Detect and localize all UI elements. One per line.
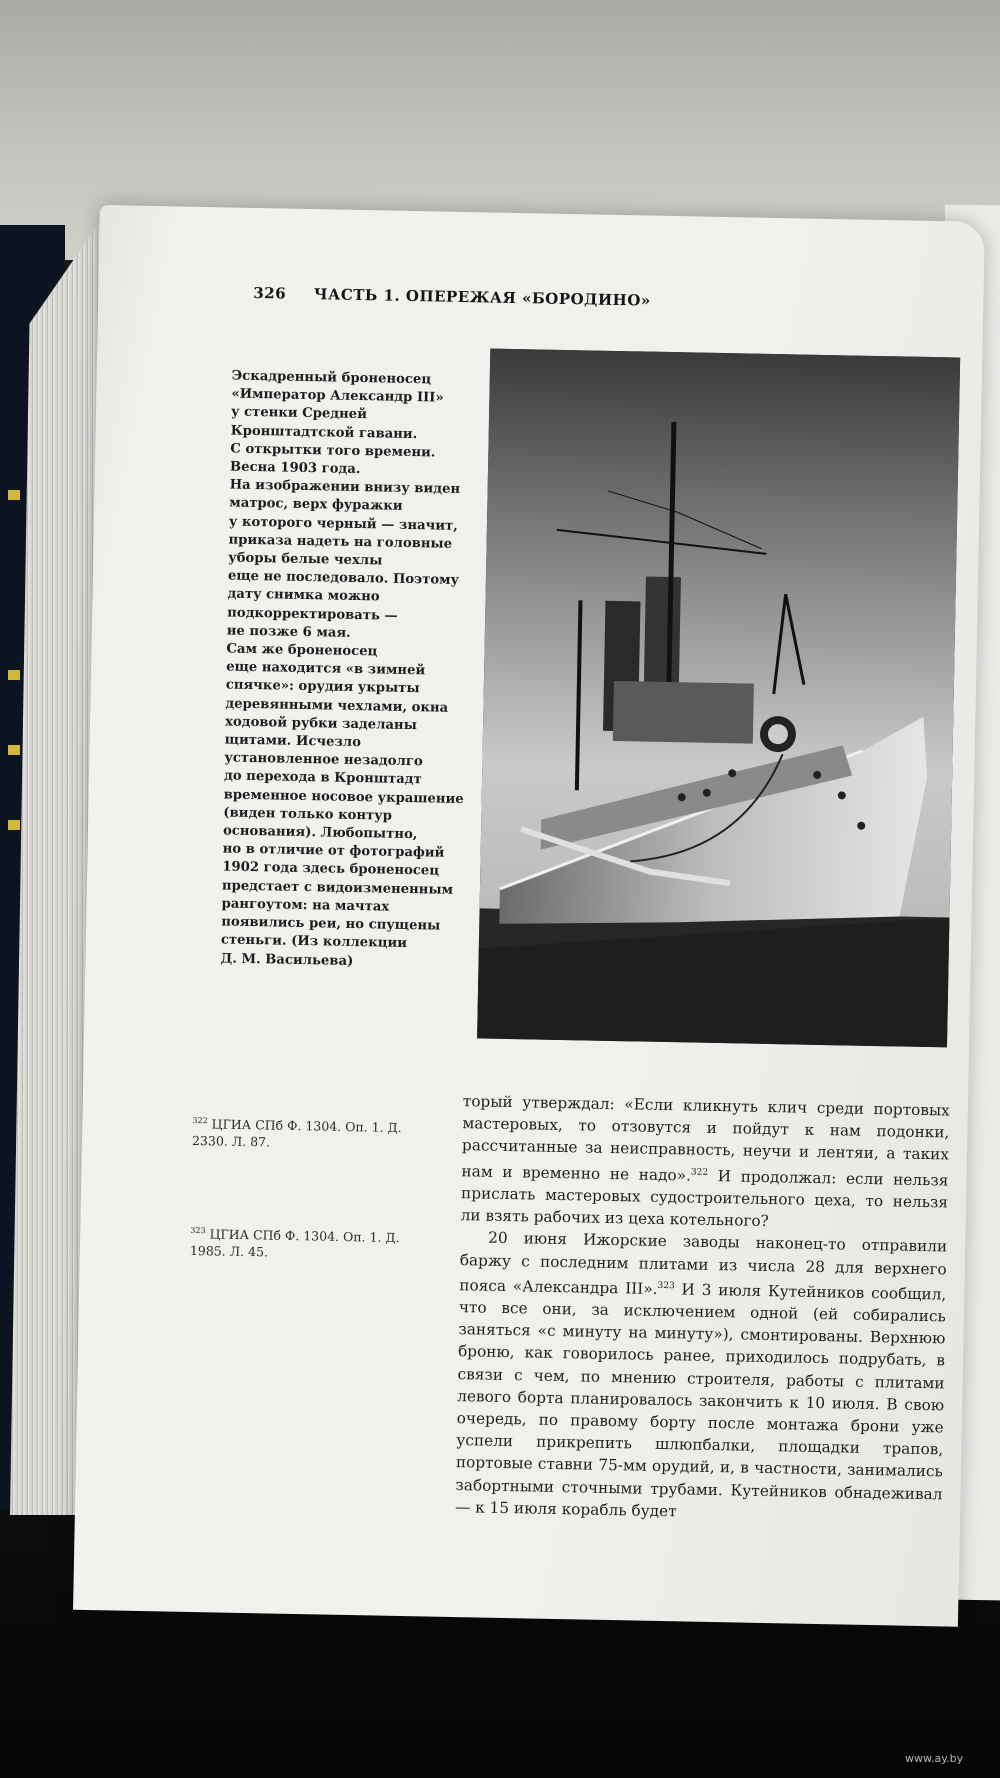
battleship-illustration: [477, 349, 960, 1048]
cover-stripe: [8, 820, 20, 830]
caption-line: не позже 6 мая.: [226, 623, 351, 641]
caption-line: еще не последовало. Поэтому: [227, 568, 460, 589]
caption-line: дату снимка можно: [227, 586, 380, 605]
caption-line: С открытки того времени.: [230, 441, 436, 461]
cover-stripe: [8, 490, 20, 500]
caption-line: установленное незадолго: [224, 750, 423, 770]
battleship-photo: [477, 349, 960, 1048]
paragraph-text: И продолжал: если нельзя прислать мастеровых судостроительного цеха, то нельзя ли взять рабочих из цеха котельного?: [460, 1166, 949, 1231]
paragraph-text: И 3 июля Кутейников сообщил, что все они, за исключением одной (ей собирались заняться «с минуту на минуту»), смонтированы. Верхнюю броню, как говорилось ранее, приходилось подрубать, в связи с чем, по мнению строителя, работы с плитами левого борта планировалось закончить к 10 июля. В свою очередь, по правому борту после монтажа брони уже успели прикрепить шлюпбалки, площадки трапов, портовые ставни 75-мм орудий, и, в частности, занимались забортными сточными трубами. Кутейников обнадеживал — к 15 июля корабль будет: [454, 1280, 947, 1521]
book-page: [73, 205, 985, 1627]
caption-line: основания). Любопытно,: [222, 823, 418, 843]
caption-line: Сам же броненосец: [226, 641, 378, 660]
caption-line: (виден только контур: [223, 805, 393, 824]
footnote: [190, 1222, 411, 1263]
main-text: [455, 1090, 950, 1527]
caption-line: На изображении внизу виден: [229, 477, 461, 498]
footnote-ref: 323: [657, 1280, 675, 1291]
paragraph: [455, 1226, 948, 1527]
caption-line: но в отличие от фотографий: [222, 841, 445, 862]
footnote-number: 322: [192, 1115, 208, 1126]
caption-line: предстает с видоизмененным: [221, 878, 454, 898]
caption-line: «Император Александр III»: [231, 386, 444, 406]
paragraph-text: торый утверждал: «Если кликнуть клич среди портовых мастеровых, то отзовутся и пойдут к нам подонки, рассчитанные за неисправность, неучи и лентяи, а таких нам и временно не надо».: [461, 1092, 950, 1185]
caption-line: Д. М. Васильева): [220, 950, 354, 969]
caption-line: еще находится «в зимней: [226, 659, 426, 679]
caption-line: временное носовое украшение: [223, 787, 464, 807]
caption-line: стеньги. (Из коллекции: [220, 932, 408, 952]
caption-line: подкорректировать —: [227, 605, 398, 624]
caption-line: до перехода в Кронштадт: [223, 768, 422, 788]
caption-line: приказа надеть на головные: [228, 532, 453, 552]
footnote-text: ЦГИА СПб Ф. 1304. Оп. 1. Д. 1985. Л. 45.: [189, 1226, 400, 1260]
paragraph-text: 20 июня Ижорские заводы наконец-то отправили баржу с последним плитами из числа 28 для верхнего пояса «Александра III».: [459, 1228, 948, 1298]
running-head: [253, 284, 651, 310]
footnote: [192, 1112, 413, 1153]
caption-line: рангоутом: на мачтах: [221, 896, 390, 915]
caption-line: появились реи, но спущены: [221, 914, 441, 934]
footnote-ref: 322: [690, 1167, 709, 1178]
photo-caption: [220, 368, 466, 973]
page-number: 326: [253, 283, 287, 303]
caption-line: ходовой рубки заделаны: [224, 714, 418, 734]
caption-line: деревянными чехлами, окна: [225, 696, 449, 716]
caption-line: спячке»: орудия укрыты: [225, 677, 420, 697]
caption-line: уборы белые чехлы: [228, 550, 383, 569]
caption-line: Эскадренный броненосец: [231, 368, 432, 388]
caption-line: матрос, верх фуражки: [229, 495, 403, 515]
paragraph: [460, 1090, 950, 1236]
chapter-title: ЧАСТЬ 1. ОПЕРЕЖАЯ «БОРОДИНО»: [313, 285, 651, 310]
cover-stripe: [8, 670, 20, 680]
footnotes: [189, 1112, 413, 1260]
footnote-number: 323: [190, 1225, 206, 1236]
watermark: www.ay.by: [905, 1752, 964, 1765]
caption-line: Весна 1903 года.: [229, 459, 361, 478]
caption-line: Кронштадтской гавани.: [230, 423, 418, 442]
caption-line: щитами. Исчезло: [224, 732, 362, 751]
caption-line: 1902 года здесь броненосец: [222, 859, 440, 880]
caption-line: у стенки Средней: [230, 404, 368, 423]
cover-stripe: [8, 745, 20, 755]
footnote-text: ЦГИА СПб Ф. 1304. Оп. 1. Д. 2330. Л. 87.: [191, 1116, 402, 1150]
caption-line: у которого черный — значит,: [228, 514, 458, 534]
